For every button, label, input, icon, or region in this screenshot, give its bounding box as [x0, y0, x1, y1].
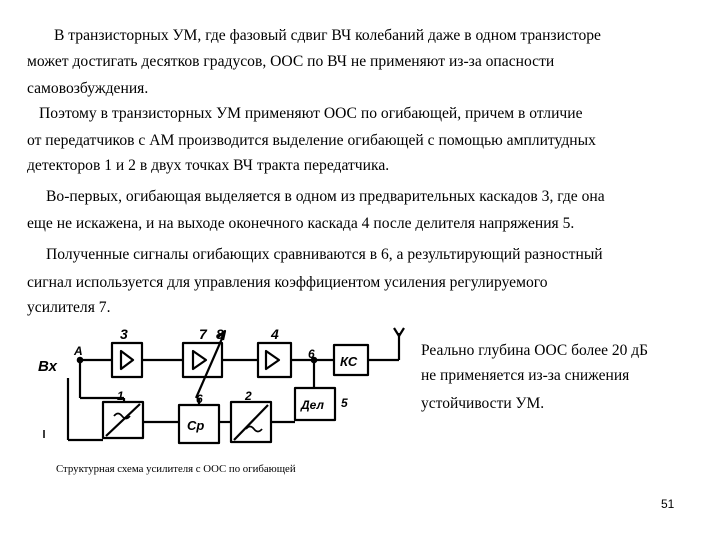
text-line-4: Поэтому в транзисторных УМ применяют ООС по огибающей, причем в отличие [39, 105, 583, 122]
input-label: Вх [38, 358, 57, 375]
wave-icon [246, 427, 262, 432]
ks-label: КС [340, 354, 358, 369]
label-5: 5 [341, 396, 348, 410]
antenna-icon [394, 328, 404, 336]
label-6-top: 6 [308, 347, 315, 361]
text-line-1: В транзисторных УМ, где фазовый сдвиг ВЧ колебаний даже в одном транзисторе [54, 27, 601, 44]
comparator-label: Ср [187, 418, 205, 433]
label-8: 8 [216, 326, 224, 342]
amplifier-icon [121, 351, 133, 369]
detector-diagonal [106, 404, 140, 436]
page-number: 51 [661, 497, 675, 511]
side-line-3: устойчивости УМ. [421, 395, 545, 412]
side-line-1: Реально глубина ООС более 20 дБ [421, 342, 649, 359]
text-line-9: Полученные сигналы огибающих сравниваются в 6, а результирующий разностный [46, 246, 603, 263]
label-7: 7 [199, 326, 207, 342]
label-3: 3 [120, 326, 128, 342]
text-line-3: самовозбуждения. [27, 80, 149, 97]
amplifier-icon [266, 351, 279, 369]
text-line-11: усилителя 7. [27, 299, 111, 316]
node-label: A [74, 344, 83, 358]
text-line-10: сигнал используется для управления коэффициентом усиления регулируемого [27, 274, 548, 291]
figure-caption: Структурная схема усилителя с ООС по огибающей [56, 463, 296, 475]
block-stage-7 [183, 343, 222, 377]
junction-dot [78, 358, 82, 362]
amplifier-icon [193, 351, 206, 369]
text-line-6: детекторов 1 и 2 в двух точках ВЧ тракта передатчика. [27, 157, 390, 174]
label-2: 2 [245, 389, 252, 403]
divider-label: Дел [301, 398, 324, 412]
label-1: 1 [117, 389, 124, 403]
block-stage-4 [258, 343, 291, 377]
text-line-8: еще не искажена, и на выходе оконечного каскада 4 после делителя напряжения 5. [27, 215, 575, 232]
label-6: 6 [196, 392, 203, 406]
detector-diagonal [234, 405, 268, 440]
label-4: 4 [271, 326, 279, 342]
block-stage-3 [112, 343, 142, 377]
side-line-2: не применяется из-за снижения [421, 367, 630, 384]
text-line-5: от передатчиков с АМ производится выделение огибающей с помощью амплитудных [27, 132, 596, 149]
text-line-2: может достигать десятков градусов, ООС по ВЧ не применяют из-за опасности [27, 53, 555, 70]
text-line-7: Во-первых, огибающая выделяется в одном из предварительных каскадов 3, где она [46, 188, 605, 205]
